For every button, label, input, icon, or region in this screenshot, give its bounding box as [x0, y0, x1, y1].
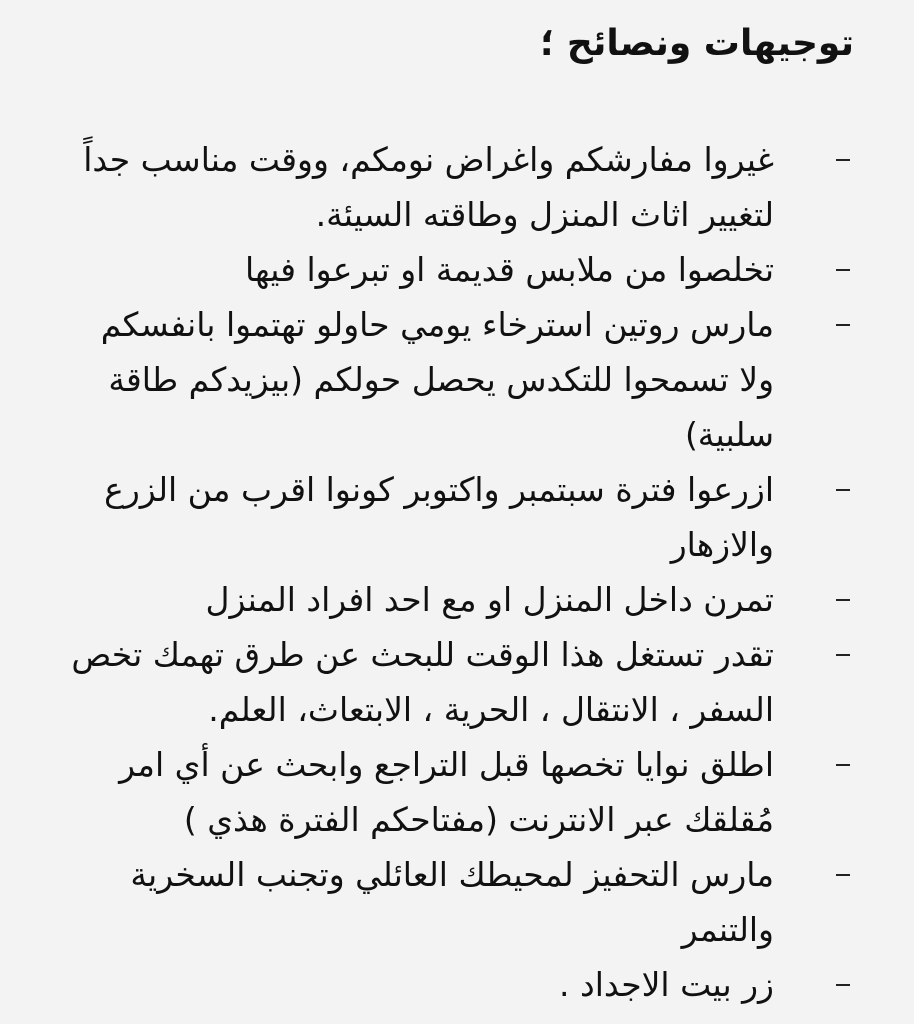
dash-bullet-icon — [836, 269, 850, 271]
tips-list — [70, 132, 860, 1012]
list-item-text: تمرن داخل المنزل او مع احد افراد المنزل — [205, 580, 774, 619]
dash-bullet-icon — [836, 984, 850, 986]
list-item-text: تقدر تستغل هذا الوقت للبحث عن طرق تهمك تخص السفر ، الانتقال ، الحرية ، الابتعاث، العلم. — [71, 635, 774, 729]
list-item-text: اطلق نوايا تخصها قبل التراجع وابحث عن أي امر مُقلقك عبر الانترنت (مفتاحكم الفترة هذي ) — [119, 745, 774, 839]
list-item-text: غيروا مفارشكم واغراض نومكم، ووقت مناسب جداً لتغيير اثاث المنزل وطاقته السيئة. — [83, 140, 774, 234]
list-item — [70, 847, 860, 957]
list-item — [70, 242, 860, 297]
list-item — [70, 297, 860, 462]
list-item — [70, 572, 860, 627]
list-item — [70, 132, 860, 242]
list-item-text: ازرعوا فترة سبتمبر واكتوبر كونوا اقرب من الزرع والازهار — [104, 470, 774, 564]
list-item-text: مارس التحفيز لمحيطك العائلي وتجنب السخرية والتنمر — [130, 855, 774, 949]
list-item-text: زر بيت الاجداد . — [559, 965, 774, 1004]
list-item-text: مارس روتين استرخاء يومي حاولو تهتموا بانفسكم ولا تسمحوا للتكدس يحصل حولكم (بيزيدكم طاقة سلبية) — [100, 305, 774, 454]
dash-bullet-icon — [836, 874, 850, 876]
dash-bullet-icon — [836, 654, 850, 656]
dash-bullet-icon — [836, 489, 850, 491]
dash-bullet-icon — [836, 159, 850, 161]
page-title: توجيهات ونصائح ؛ — [540, 23, 854, 64]
dash-bullet-icon — [836, 324, 850, 326]
dash-bullet-icon — [836, 599, 850, 601]
dash-bullet-icon — [836, 764, 850, 766]
list-item — [70, 462, 860, 572]
list-item-text: تخلصوا من ملابس قديمة او تبرعوا فيها — [244, 250, 774, 289]
list-item — [70, 737, 860, 847]
list-item — [70, 627, 860, 737]
list-item — [70, 957, 860, 1012]
